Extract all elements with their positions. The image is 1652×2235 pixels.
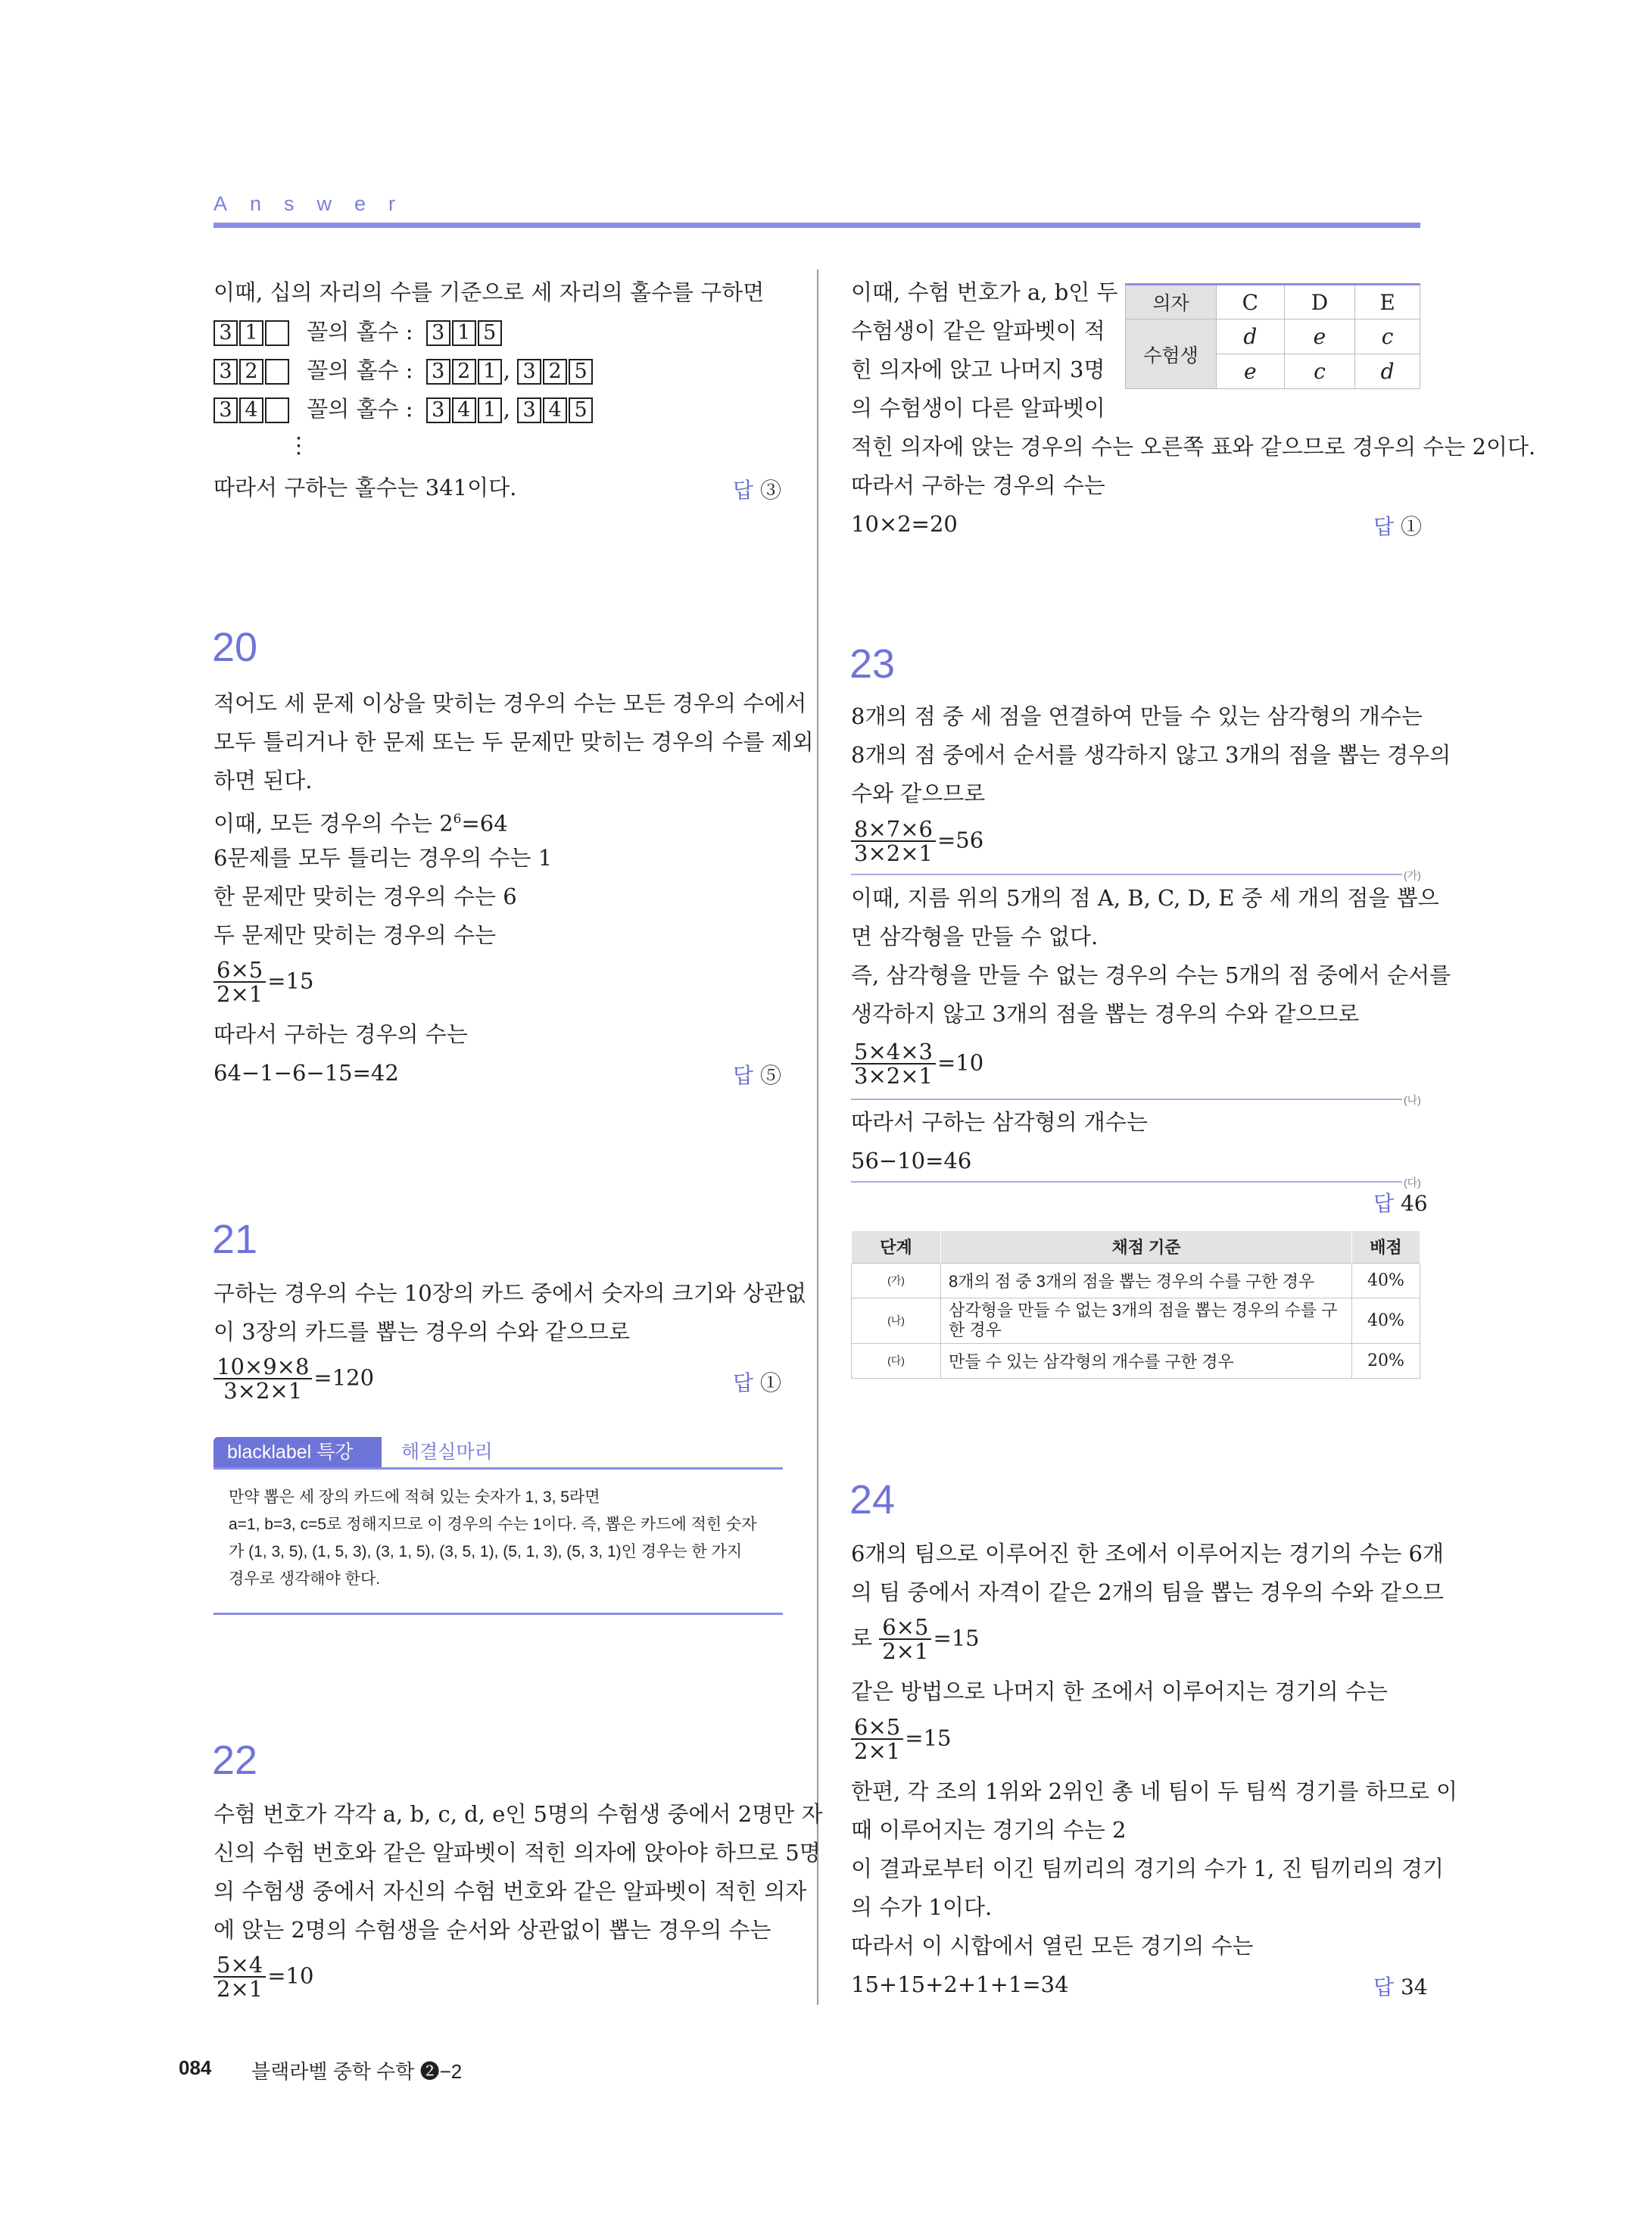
answer-23: 답 46 (1373, 1191, 1428, 1216)
p22-line: 에 앉는 2명의 수험생을 순서와 상관없이 뽑는 경우의 수는 (214, 1917, 771, 1943)
p22c-line: 10×2=20 (851, 511, 958, 537)
p24-fraction-2: $\frac{6\times 5}{2\times 1}$ =15 (851, 1716, 951, 1763)
p20-line: 따라서 구하는 경우의 수는 (214, 1021, 468, 1047)
chair-cell: E (1355, 285, 1420, 320)
answer-22: 답 ① (1373, 514, 1422, 539)
prev-conclusion: 따라서 구하는 홀수는 341이다. (214, 475, 517, 500)
p21-line: 이 3장의 카드를 뽑는 경우의 수와 같으므로 (214, 1319, 630, 1345)
answer-prev: 답 ③ (733, 478, 781, 503)
p22-line: 수험 번호가 각각 a, b, c, d, e인 5명의 수험생 중에서 2명만 자 (214, 1801, 823, 1827)
step-tag-1: (가) (1404, 869, 1421, 881)
result-boxes: 3 4 5 (517, 394, 594, 424)
p22c-line: 의 수험생이 다른 알파벳이 (851, 395, 1105, 421)
book-title: 블랙라벨 중학 수학 ❷−2 (251, 2060, 463, 2083)
p24-fraction-1: 로 $\frac{6\times 5}{2\times 1}$ =15 (851, 1614, 980, 1665)
p24-line: 6개의 팀으로 이루어진 한 조에서 이루어지는 경기의 수는 6개 (851, 1541, 1444, 1566)
chair-cell: D (1284, 285, 1355, 320)
odd-row-label: 꼴의 홀수 : (307, 319, 413, 344)
digit-boxes: 3 2 (214, 355, 291, 385)
step-rule-2 (851, 1099, 1402, 1100)
p20-line: 이때, 모든 경우의 수는 $2^6=64$ (214, 810, 508, 837)
page-number: 084 (179, 2056, 212, 2079)
student-cell: c (1355, 320, 1420, 354)
grading-header: 단계 (852, 1231, 941, 1263)
student-cell: e (1284, 320, 1355, 354)
p22-line: 의 수험생 중에서 자신의 수험 번호와 같은 알파벳이 적힌 의자 (214, 1878, 807, 1904)
answer-24: 답 34 (1373, 1975, 1428, 2000)
p23-fraction-1: $\frac{8\times 7\times 6}{3\times 2\times 1}$ =56 (851, 818, 983, 865)
p20-line: 두 문제만 맞히는 경우의 수는 (214, 922, 497, 948)
student-cell: d (1355, 354, 1420, 389)
p23-line: 면 삼각형을 만들 수 없다. (851, 924, 1099, 949)
p24-line: 의 수가 1이다. (851, 1894, 993, 1920)
p23-line: 따라서 구하는 삼각형의 개수는 (851, 1109, 1148, 1135)
grading-header: 배점 (1352, 1231, 1420, 1263)
p20-line: 모두 틀리거나 한 문제 또는 두 문제만 맞히는 경우의 수를 제외 (214, 729, 814, 755)
p20-fraction: $\frac{6\times 5}{2\times 1}$ =15 (214, 959, 313, 1006)
student-cell: d (1217, 320, 1285, 354)
column-divider (817, 270, 818, 2005)
p23-line: 8개의 점 중에서 순서를 생각하지 않고 3개의 점을 뽑는 경우의 (851, 742, 1451, 768)
p24-line: 의 팀 중에서 자격이 같은 2개의 팀을 뽑는 경우의 수와 같으므 (851, 1579, 1444, 1605)
p20-line: 64−1−6−15=42 (214, 1060, 399, 1086)
problem-number-24: 24 (849, 1477, 896, 1523)
problem-number-21: 21 (212, 1217, 258, 1262)
page-header-answer: Answer (214, 192, 419, 215)
grading-header: 채점 기준 (941, 1231, 1352, 1263)
odd-row-label: 꼴의 홀수 : (307, 357, 413, 383)
p22-fraction: $\frac{5\times 4}{2\times 1}$ =10 (214, 1953, 313, 2001)
p23-line: 8개의 점 중 세 점을 연결하여 만들 수 있는 삼각형의 개수는 (851, 703, 1423, 729)
result-boxes: 3 2 1 (426, 355, 503, 385)
p22c-line: 힌 의자에 앉고 나머지 3명 (851, 357, 1105, 382)
step-rule-1 (851, 874, 1402, 875)
student-header: 수험생 (1126, 320, 1217, 389)
problem-number-23: 23 (849, 641, 896, 687)
problem-number-22: 22 (212, 1738, 258, 1783)
p23-line: 56−10=46 (851, 1148, 972, 1174)
blacklabel-body: 만약 뽑은 세 장의 카드에 적혀 있는 숫자가 1, 3, 5라면 a=1, b=3, c=5로 정해지므로 이 경우의 수는 1이다. 즉, 뽑은 카드에 적힌 숫자 가 (1, 3, 5), (1, 5, 3), (3, 1, 5), (3, 5, 1), (5, 1, 3), (5, 3, 1)인 경우는 한 가지 경우로 생각해야 한다. (229, 1488, 757, 1588)
blacklabel-subtitle: 해결실마리 (401, 1442, 493, 1463)
p24-line: 한편, 각 조의 1위와 2위인 총 네 팀이 두 팀씩 경기를 하므로 이 (851, 1778, 1458, 1804)
p24-line: 이 결과로부터 이긴 팀끼리의 경기의 수가 1, 진 팀끼리의 경기 (851, 1856, 1444, 1881)
blacklabel-title: blacklabel 특강 (214, 1437, 382, 1467)
odd-row-label: 꼴의 홀수 : (307, 396, 413, 422)
step-rule-3 (851, 1181, 1402, 1183)
p23-fraction-2: $\frac{5\times 4\times 3}{3\times 2\times 1}$ =10 (851, 1040, 983, 1088)
step-tag-2: (나) (1404, 1094, 1421, 1106)
result-boxes: 3 1 5 (426, 316, 503, 347)
table-row: (가) 8개의 점 중 3개의 점을 뽑는 경우의 수를 구한 경우 40% (852, 1263, 1420, 1298)
p20-line: 하면 된다. (214, 768, 313, 793)
p20-line: 적어도 세 문제 이상을 맞히는 경우의 수는 모든 경우의 수에서 (214, 690, 807, 716)
table-row: (나) 삼각형을 만들 수 없는 3개의 점을 뽑는 경우의 수를 구한 경우 40% (852, 1298, 1420, 1343)
prev-intro: 이때, 십의 자리의 수를 기준으로 세 자리의 홀수를 구하면 (214, 279, 765, 305)
seating-table (1125, 283, 1420, 389)
student-cell: c (1284, 354, 1355, 389)
step-tag-3: (다) (1404, 1177, 1421, 1189)
p22c-line: 이때, 수험 번호가 a, b인 두 (851, 279, 1118, 305)
p24-line: 따라서 이 시합에서 열린 모든 경기의 수는 (851, 1933, 1254, 1959)
p24-line: 같은 방법으로 나머지 한 조에서 이루어지는 경기의 수는 (851, 1679, 1388, 1704)
p23-line: 생각하지 않고 3개의 점을 뽑는 경우의 수와 같으므로 (851, 1001, 1360, 1027)
p22c-line: 따라서 구하는 경우의 수는 (851, 472, 1105, 498)
blacklabel-bottom-rule (214, 1613, 783, 1615)
result-boxes: 3 4 1 (426, 394, 503, 424)
p20-line: 6문제를 모두 틀리는 경우의 수는 1 (214, 845, 553, 871)
p22c-line: 수험생이 같은 알파벳이 적 (851, 318, 1105, 344)
blacklabel-rule (214, 1467, 783, 1470)
chair-cell: C (1217, 285, 1285, 320)
odd-row-2: 3 2 꼴의 홀수 : 3 2 1 , 3 2 5 (214, 355, 603, 385)
student-cell: e (1217, 354, 1285, 389)
table-row: (다) 만들 수 있는 삼각형의 개수를 구한 경우 20% (852, 1343, 1420, 1378)
p21-fraction: $\frac{10\times 9\times 8}{3\times 2\times 1}$ =120 (214, 1355, 374, 1403)
p24-line: 때 이루어지는 경기의 수는 2 (851, 1817, 1127, 1843)
answer-21: 답 ① (733, 1370, 781, 1395)
grading-table (851, 1231, 1420, 1379)
p22c-line: 적힌 의자에 앉는 경우의 수는 오른쪽 표와 같으므로 경우의 수는 2이다. (851, 434, 1536, 460)
odd-row-3: 3 4 꼴의 홀수 : 3 4 1 , 3 4 5 (214, 394, 603, 424)
odd-row-1 (214, 316, 513, 347)
p21-line: 구하는 경우의 수는 10장의 카드 중에서 숫자의 크기와 상관없 (214, 1280, 806, 1306)
chair-header: 의자 (1126, 285, 1217, 320)
p20-line: 한 문제만 맞히는 경우의 수는 6 (214, 884, 517, 909)
p23-line: 즉, 삼각형을 만들 수 없는 경우의 수는 5개의 점 중에서 순서를 (851, 962, 1451, 988)
digit-boxes: 3 4 (214, 394, 291, 424)
p22-line: 신의 수험 번호와 같은 알파벳이 적힌 의자에 앉아야 하므로 5명 (214, 1840, 821, 1866)
problem-number-20: 20 (212, 625, 258, 670)
answer-20: 답 ⑤ (733, 1063, 781, 1088)
p23-line: 이때, 지름 위의 5개의 점 A, B, C, D, E 중 세 개의 점을 뽑으 (851, 885, 1439, 911)
result-boxes: 3 2 5 (517, 355, 594, 385)
digit-boxes: 3 1 (214, 316, 291, 347)
p24-line: 15+15+2+1+1=34 (851, 1972, 1069, 1997)
vertical-dots: ⋮ (288, 432, 310, 458)
p23-line: 수와 같으므로 (851, 781, 986, 806)
header-rule (214, 223, 1420, 228)
